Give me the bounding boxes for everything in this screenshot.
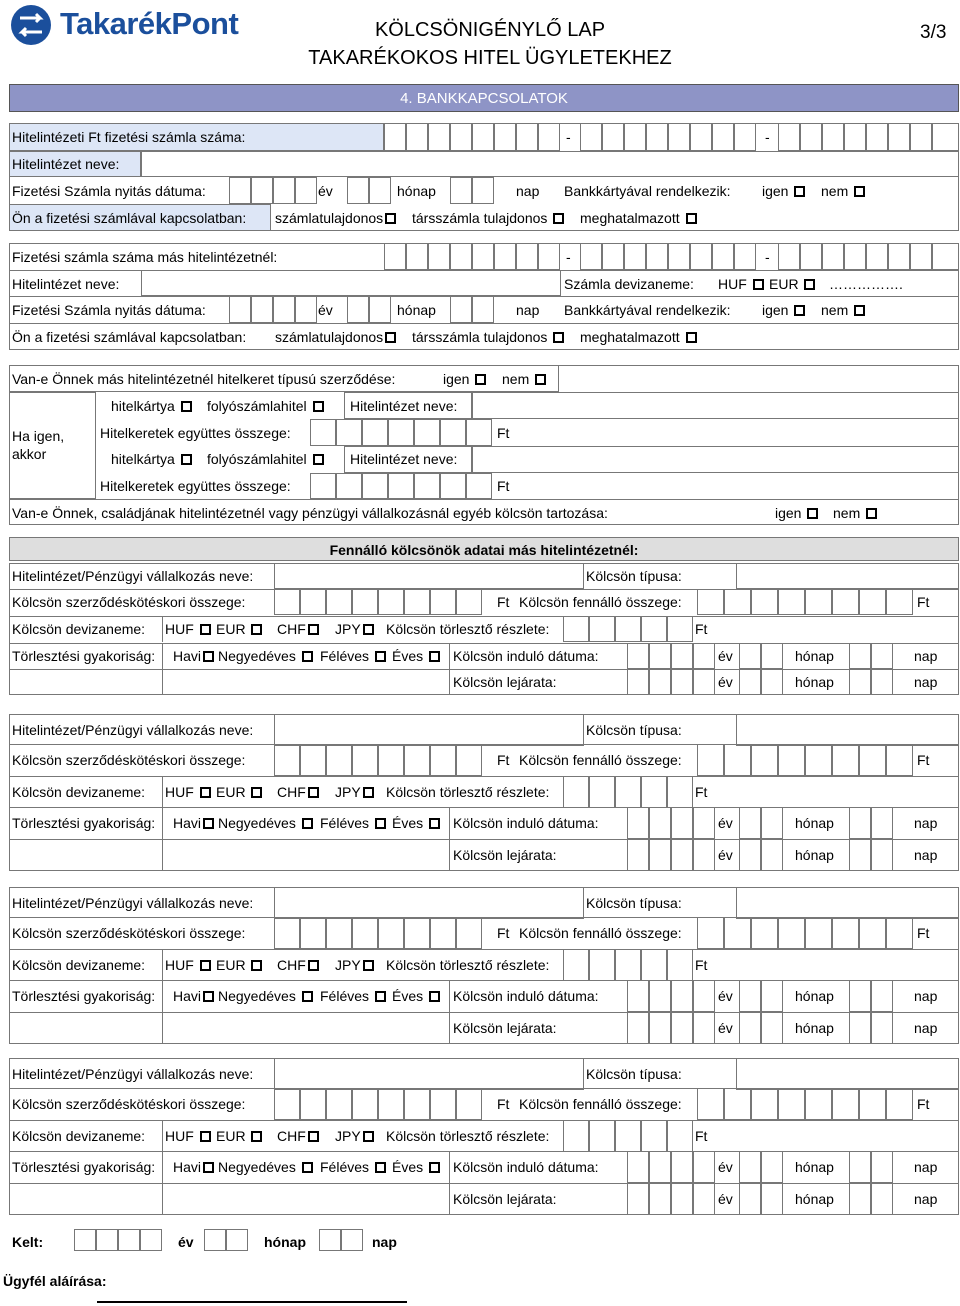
loan-installment-ft: Ft — [695, 784, 708, 800]
loan-currency-eur[interactable]: EUR — [216, 621, 264, 637]
loan-freq-label: Törlesztési gyakoriság: — [12, 1159, 156, 1175]
account1-owner-option[interactable]: számlatulajdonos — [275, 210, 398, 226]
checkbox-icon[interactable] — [429, 651, 440, 662]
loan-start-ev: év — [718, 648, 733, 664]
loan-start-label: Kölcsön induló dátuma: — [453, 648, 599, 664]
loan-freq-annual[interactable]: Éves — [392, 988, 442, 1004]
checkbox-icon[interactable] — [535, 374, 546, 385]
loan-start-honap: hónap — [795, 648, 834, 664]
checkbox-icon[interactable] — [553, 332, 564, 343]
account1-agent-option[interactable]: meghatalmazott — [580, 210, 699, 226]
checkbox-icon[interactable] — [686, 213, 697, 224]
loan-block — [9, 714, 959, 869]
account1-card-no[interactable]: nem — [821, 183, 867, 199]
page-title: KÖLCSÖNIGÉNYLŐ LAP — [374, 19, 606, 41]
checkbox-icon[interactable] — [181, 454, 192, 465]
loan-installment-ft: Ft — [695, 621, 708, 637]
account1-ev: év — [318, 183, 333, 199]
loan-end-label: Kölcsön lejárata: — [453, 1020, 557, 1036]
credit-ft-2: Ft — [497, 478, 510, 494]
loan-installment-label: Kölcsön törlesztő részlete: — [386, 1128, 550, 1144]
checkbox-icon[interactable] — [375, 1162, 386, 1173]
loan-type-input[interactable] — [736, 563, 959, 589]
loan-freq-monthly[interactable]: Havi — [173, 1159, 216, 1175]
loan-block — [9, 563, 959, 698]
loan-end-nap: nap — [914, 847, 938, 863]
loan-currency-huf[interactable]: HUF — [165, 621, 213, 637]
account2-dash-1: - — [566, 249, 571, 265]
loan-bank-input[interactable] — [274, 714, 584, 746]
credit-card-2[interactable]: hitelkártya — [111, 451, 194, 467]
loan-freq-quarterly[interactable]: Negyedéves — [218, 1159, 315, 1175]
loan-bank-label: Hitelintézet/Pénzügyi vállalkozás neve: — [12, 568, 254, 584]
checkbox-icon[interactable] — [866, 508, 877, 519]
account2-coowner-option[interactable]: társszámla tulajdonos — [412, 329, 566, 345]
account2-currency-eur[interactable]: EUR — [769, 276, 817, 292]
checkbox-icon[interactable] — [302, 991, 313, 1002]
credit-no[interactable]: nem — [502, 371, 548, 387]
loan-start-honap: hónap — [795, 1159, 834, 1175]
loan-end-ev: év — [718, 1020, 733, 1036]
loan-question-yes[interactable]: igen — [775, 505, 820, 521]
loan-currency-label: Kölcsön devizaneme: — [12, 1128, 146, 1144]
loan-contract-label: Kölcsön szerződéskötéskori összege: — [12, 752, 246, 768]
account1-number-label: Hitelintézeti Ft fizetési számla száma: — [12, 129, 246, 145]
loan-currency-chf[interactable]: CHF — [277, 784, 321, 800]
loan-question-no[interactable]: nem — [833, 505, 879, 521]
loan-currency-chf[interactable]: CHF — [277, 1128, 321, 1144]
loan-freq-monthly[interactable]: Havi — [173, 815, 216, 831]
loans-heading-bar — [9, 537, 959, 561]
loan-contract-ft: Ft — [497, 594, 510, 610]
checkbox-icon[interactable] — [181, 401, 192, 412]
loan-type-label: Kölcsön típusa: — [586, 568, 682, 584]
checkbox-icon[interactable] — [203, 818, 214, 829]
account2-bank-label: Hitelintézet neve: — [12, 276, 120, 292]
loan-end-honap: hónap — [795, 847, 834, 863]
loan-bank-label: Hitelintézet/Pénzügyi vállalkozás neve: — [12, 1066, 254, 1082]
loan-start-honap: hónap — [795, 815, 834, 831]
checkbox-icon[interactable] — [804, 279, 815, 290]
account2-currency-other[interactable]: ……………. — [829, 276, 903, 292]
loan-contract-label: Kölcsön szerződéskötéskori összege: — [12, 925, 246, 941]
checkbox-icon[interactable] — [553, 213, 564, 224]
checkbox-icon[interactable] — [203, 651, 214, 662]
loan-start-nap: nap — [914, 988, 938, 1004]
checkbox-icon[interactable] — [854, 305, 865, 316]
loan-contract-ft: Ft — [497, 925, 510, 941]
loan-remaining-ft: Ft — [917, 752, 930, 768]
account2-card-yes[interactable]: igen — [762, 302, 807, 318]
account1-dash-1: - — [566, 129, 571, 145]
loan-freq-annual[interactable]: Éves — [392, 648, 442, 664]
credit-total-label-2: Hitelkeretek együttes összege: — [100, 478, 291, 494]
loan-block — [9, 887, 959, 1042]
loan-freq-annual[interactable]: Éves — [392, 1159, 442, 1175]
loan-currency-jpy[interactable]: JPY — [335, 784, 376, 800]
loan-currency-label: Kölcsön devizaneme: — [12, 957, 146, 973]
loan-block — [9, 1058, 959, 1213]
credit-ft-1: Ft — [497, 425, 510, 441]
checkbox-icon[interactable] — [203, 991, 214, 1002]
checkbox-icon[interactable] — [429, 991, 440, 1002]
account2-open-label: Fizetési Számla nyitás dátuma: — [12, 302, 206, 318]
loan-bank-input[interactable] — [274, 887, 584, 919]
checkbox-icon[interactable] — [363, 787, 374, 798]
page-number: 3/3 — [920, 22, 947, 43]
loan-installment-label: Kölcsön törlesztő részlete: — [386, 957, 550, 973]
checkbox-icon[interactable] — [429, 1162, 440, 1173]
checkbox-icon[interactable] — [313, 454, 324, 465]
account1-relation-label: Ön a fizetési számlával kapcsolatban: — [12, 210, 247, 226]
kelt-label: Kelt: — [12, 1234, 44, 1250]
loan-start-label: Kölcsön induló dátuma: — [453, 1159, 599, 1175]
loan-installment-label: Kölcsön törlesztő részlete: — [386, 621, 550, 637]
loan-freq-semiannual[interactable]: Féléves — [320, 988, 388, 1004]
loan-freq-quarterly[interactable]: Negyedéves — [218, 988, 315, 1004]
checkbox-icon[interactable] — [200, 787, 211, 798]
checkbox-icon[interactable] — [302, 651, 313, 662]
account2-card-label: Bankkártyával rendelkezik: — [564, 302, 731, 318]
checkbox-icon[interactable] — [251, 624, 262, 635]
checkbox-icon[interactable] — [251, 960, 262, 971]
logo — [10, 4, 270, 46]
checkbox-icon[interactable] — [385, 213, 396, 224]
loan-end-label: Kölcsön lejárata: — [453, 1191, 557, 1207]
loan-currency-huf[interactable]: HUF — [165, 957, 213, 973]
account2-owner-option[interactable]: számlatulajdonos — [275, 329, 398, 345]
loan-contract-label: Kölcsön szerződéskötéskori összege: — [12, 594, 246, 610]
checkbox-icon[interactable] — [200, 1131, 211, 1142]
loan-start-nap: nap — [914, 815, 938, 831]
credit-bank-label-2: Hitelintézet neve: — [350, 451, 458, 467]
account2-currency-huf[interactable]: HUF — [718, 276, 766, 292]
loan-end-nap: nap — [914, 1191, 938, 1207]
credit-total-label-1: Hitelkeretek együttes összege: — [100, 425, 291, 441]
loan-end-ev: év — [718, 1191, 733, 1207]
credit-bank-input-1[interactable] — [472, 392, 959, 419]
loan-end-honap: hónap — [795, 1191, 834, 1207]
credit-card-1[interactable]: hitelkártya — [111, 398, 194, 414]
loan-freq-monthly[interactable]: Havi — [173, 648, 216, 664]
loan-currency-chf[interactable]: CHF — [277, 621, 321, 637]
account1-dash-2: - — [765, 129, 770, 145]
account2-dash-2: - — [765, 249, 770, 265]
credit-bank-label-1: Hitelintézet neve: — [350, 398, 458, 414]
loan-end-ev: év — [718, 847, 733, 863]
loan-installment-label: Kölcsön törlesztő részlete: — [386, 784, 550, 800]
credit-then: akkor — [12, 446, 47, 462]
loan-currency-jpy[interactable]: JPY — [335, 1128, 376, 1144]
loan-end-nap: nap — [914, 1020, 938, 1036]
loan-question: Van-e Önnek, családjának hitelintézetnél vagy pénzügyi vállalkozásnál egyéb kölcsön tartozása: — [12, 505, 608, 521]
account2-bank-input[interactable] — [141, 270, 561, 296]
checkbox-icon[interactable] — [251, 1131, 262, 1142]
loan-freq-monthly[interactable]: Havi — [173, 988, 216, 1004]
checkbox-icon[interactable] — [807, 508, 818, 519]
loan-start-label: Kölcsön induló dátuma: — [453, 815, 599, 831]
checkbox-icon[interactable] — [375, 818, 386, 829]
loan-freq-semiannual[interactable]: Féléves — [320, 648, 388, 664]
loan-end-honap: hónap — [795, 674, 834, 690]
account2-number-label: Fizetési számla száma más hitelintézetnél: — [12, 249, 278, 265]
loan-contract-ft: Ft — [497, 1096, 510, 1112]
checkbox-icon[interactable] — [302, 818, 313, 829]
loan-start-label: Kölcsön induló dátuma: — [453, 988, 599, 1004]
checkbox-icon[interactable] — [794, 305, 805, 316]
loan-end-nap: nap — [914, 674, 938, 690]
loan-bank-input[interactable] — [274, 563, 584, 589]
loan-currency-jpy[interactable]: JPY — [335, 957, 376, 973]
checkbox-icon[interactable] — [313, 401, 324, 412]
loan-freq-label: Törlesztési gyakoriság: — [12, 648, 156, 664]
checkbox-icon[interactable] — [363, 960, 374, 971]
credit-overdraft-2[interactable]: folyószámlahitel — [207, 451, 326, 467]
loan-remaining-ft: Ft — [917, 925, 930, 941]
loan-start-nap: nap — [914, 1159, 938, 1175]
credit-overdraft-1[interactable]: folyószámlahitel — [207, 398, 326, 414]
account1-coowner-option[interactable]: társszámla tulajdonos — [412, 210, 566, 226]
checkbox-icon[interactable] — [363, 624, 374, 635]
checkbox-icon[interactable] — [302, 1162, 313, 1173]
account1-open-label: Fizetési Számla nyitás dátuma: — [12, 183, 206, 199]
loans-heading: Fennálló kölcsönök adatai más hitelintézetnél: — [329, 542, 639, 558]
loan-start-nap: nap — [914, 648, 938, 664]
loan-type-label: Kölcsön típusa: — [586, 722, 682, 738]
checkbox-icon[interactable] — [308, 1131, 319, 1142]
checkbox-icon[interactable] — [200, 624, 211, 635]
checkbox-icon[interactable] — [251, 787, 262, 798]
loan-remaining-label: Kölcsön fennálló összege: — [519, 1096, 682, 1112]
loan-installment-ft: Ft — [695, 1128, 708, 1144]
loan-remaining-label: Kölcsön fennálló összege: — [519, 925, 682, 941]
loan-currency-eur[interactable]: EUR — [216, 1128, 264, 1144]
checkbox-icon[interactable] — [375, 651, 386, 662]
loan-type-input[interactable] — [736, 714, 959, 746]
loan-currency-chf[interactable]: CHF — [277, 957, 321, 973]
account2-agent-option[interactable]: meghatalmazott — [580, 329, 699, 345]
page-subtitle: TAKARÉKOKOS HITEL ÜGYLETEKHEZ — [308, 47, 672, 69]
checkbox-icon[interactable] — [203, 1162, 214, 1173]
loan-freq-quarterly[interactable]: Negyedéves — [218, 648, 315, 664]
account2-relation-label: Ön a fizetési számlával kapcsolatban: — [12, 329, 247, 345]
loan-currency-eur[interactable]: EUR — [216, 784, 264, 800]
account2-card-no[interactable]: nem — [821, 302, 867, 318]
loan-currency-huf[interactable]: HUF — [165, 784, 213, 800]
checkbox-icon[interactable] — [753, 279, 764, 290]
checkbox-icon[interactable] — [794, 186, 805, 197]
credit-bank-input-2[interactable] — [472, 446, 959, 473]
loan-start-ev: év — [718, 1159, 733, 1175]
loan-type-label: Kölcsön típusa: — [586, 1066, 682, 1082]
account2-nap: nap — [516, 302, 540, 318]
account1-card-yes[interactable]: igen — [762, 183, 807, 199]
checkbox-icon[interactable] — [308, 787, 319, 798]
loan-start-ev: év — [718, 815, 733, 831]
kelt-honap: hónap — [264, 1234, 306, 1250]
checkbox-icon[interactable] — [375, 991, 386, 1002]
loan-installment-ft: Ft — [695, 957, 708, 973]
loan-end-ev: év — [718, 674, 733, 690]
loan-type-input[interactable] — [736, 887, 959, 919]
loan-start-ev: év — [718, 988, 733, 1004]
loan-currency-huf[interactable]: HUF — [165, 1128, 213, 1144]
account2-honap: hónap — [397, 302, 436, 318]
checkbox-icon[interactable] — [363, 1131, 374, 1142]
checkbox-icon[interactable] — [200, 960, 211, 971]
section-title-bar — [9, 84, 959, 112]
loan-bank-input[interactable] — [274, 1058, 584, 1090]
signature-label: Ügyfél aláírása: — [3, 1273, 107, 1289]
loan-currency-label: Kölcsön devizaneme: — [12, 621, 146, 637]
loan-type-label: Kölcsön típusa: — [586, 895, 682, 911]
logo-text: TakarékPont — [60, 6, 239, 41]
loan-freq-annual[interactable]: Éves — [392, 815, 442, 831]
loan-remaining-ft: Ft — [917, 594, 930, 610]
loan-end-honap: hónap — [795, 1020, 834, 1036]
kelt-nap: nap — [372, 1234, 397, 1250]
loan-end-label: Kölcsön lejárata: — [453, 847, 557, 863]
loan-freq-label: Törlesztési gyakoriság: — [12, 988, 156, 1004]
signature-line[interactable] — [97, 1301, 407, 1303]
loan-bank-label: Hitelintézet/Pénzügyi vállalkozás neve: — [12, 895, 254, 911]
loan-currency-eur[interactable]: EUR — [216, 957, 264, 973]
loan-start-honap: hónap — [795, 988, 834, 1004]
account1-nap: nap — [516, 183, 540, 199]
account2-ev: év — [318, 302, 333, 318]
loan-freq-quarterly[interactable]: Negyedéves — [218, 815, 315, 831]
loan-end-label: Kölcsön lejárata: — [453, 674, 557, 690]
checkbox-icon[interactable] — [686, 332, 697, 343]
account1-card-label: Bankkártyával rendelkezik: — [564, 183, 731, 199]
loan-currency-label: Kölcsön devizaneme: — [12, 784, 146, 800]
checkbox-icon[interactable] — [385, 332, 396, 343]
account1-honap: hónap — [397, 183, 436, 199]
loan-bank-label: Hitelintézet/Pénzügyi vállalkozás neve: — [12, 722, 254, 738]
loan-freq-semiannual[interactable]: Féléves — [320, 815, 388, 831]
checkbox-icon[interactable] — [308, 960, 319, 971]
loan-freq-semiannual[interactable]: Féléves — [320, 1159, 388, 1175]
checkbox-icon[interactable] — [475, 374, 486, 385]
loan-remaining-ft: Ft — [917, 1096, 930, 1112]
loan-freq-label: Törlesztési gyakoriság: — [12, 815, 156, 831]
loan-type-input[interactable] — [736, 1058, 959, 1090]
loan-contract-label: Kölcsön szerződéskötéskori összege: — [12, 1096, 246, 1112]
loan-currency-jpy[interactable]: JPY — [335, 621, 376, 637]
checkbox-icon[interactable] — [308, 624, 319, 635]
loan-contract-ft: Ft — [497, 752, 510, 768]
checkbox-icon[interactable] — [429, 818, 440, 829]
credit-question: Van-e Önnek más hitelintézetnél hitelkeret típusú szerződése: — [12, 371, 396, 387]
section-title: 4. BANKKAPCSOLATOK — [400, 90, 568, 107]
logo-icon — [10, 4, 60, 46]
credit-if-yes: Ha igen, — [12, 428, 65, 444]
loan-remaining-label: Kölcsön fennálló összege: — [519, 752, 682, 768]
account2-currency-label: Számla devizaneme: — [564, 276, 694, 292]
account1-bank-input[interactable] — [141, 151, 959, 177]
kelt-ev: év — [178, 1234, 194, 1250]
checkbox-icon[interactable] — [854, 186, 865, 197]
credit-yes[interactable]: igen — [443, 371, 488, 387]
account1-bank-label: Hitelintézet neve: — [12, 156, 120, 172]
loan-remaining-label: Kölcsön fennálló összege: — [519, 594, 682, 610]
